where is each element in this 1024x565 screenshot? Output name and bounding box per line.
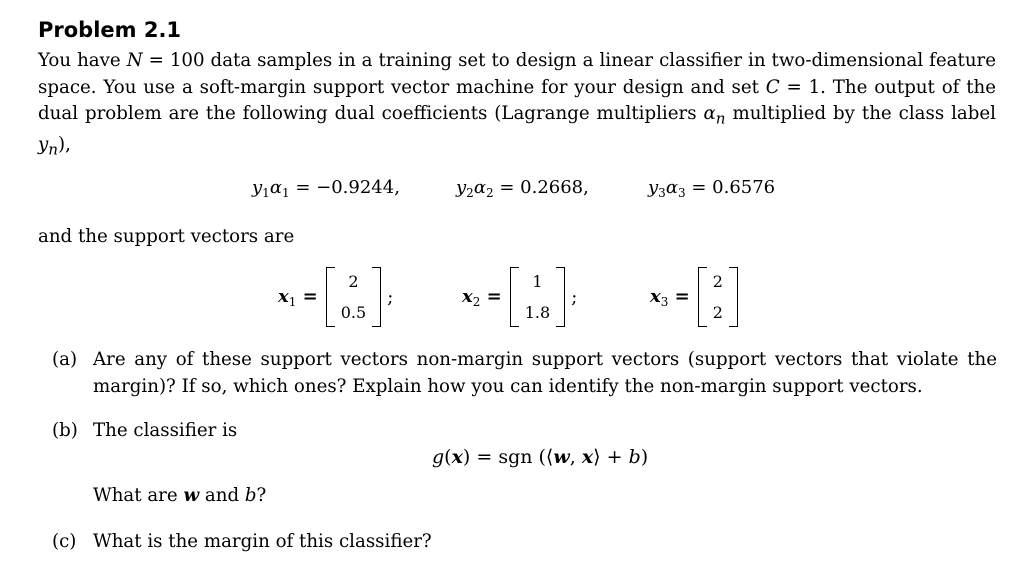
y-subscript: n (48, 140, 59, 159)
right-bracket-icon (372, 267, 381, 327)
left-bracket-icon (698, 267, 707, 327)
vector-x2: $x_2$ = 1 1.8 ; (462, 266, 577, 328)
left-bracket-icon (326, 267, 335, 327)
coefficient-2-value: 0.2668 (520, 177, 584, 198)
vector-x1-bottom: 0.5 (340, 303, 367, 322)
question-a (52, 347, 997, 397)
coefficient-1-value: −0.9244 (316, 177, 395, 198)
problem-intro (38, 48, 996, 163)
question-b-subquestion: What are w and b? (93, 485, 267, 506)
question-b (52, 418, 238, 445)
vector-x3-bottom: 2 (712, 303, 723, 322)
y-symbol: y (38, 134, 49, 156)
vector-x2-top: 1 (532, 272, 543, 291)
vector-x1: $x_1$ = 2 0.5 ; (278, 266, 393, 328)
intro-text-1: You have (38, 50, 127, 71)
question-c-text: What is the margin of this classifier? (93, 531, 432, 552)
question-c (52, 529, 432, 556)
left-bracket-icon (510, 267, 519, 327)
c-symbol: C (765, 76, 780, 98)
question-a-text: Are any of these support vectors non-margin support vectors (support vectors that violate the margin)? If so, which ones? Explain how you can identify the non-margin support vectors. (93, 349, 997, 397)
coefficient-2: $y_2\alpha_2 = 0.2668$, (456, 177, 589, 200)
problem-title: Problem 2.1 (38, 18, 182, 42)
vector-x2-label: $x_2$ = (462, 285, 502, 309)
right-bracket-icon (729, 267, 738, 327)
vector-x2-bottom: 1.8 (524, 303, 551, 322)
intro-text-3: = 1. The output of the dual problem are the following dual coefficients (Lagrange multipliers (38, 76, 996, 124)
coefficient-1: $y_1\alpha_1 = -0.9244$, (252, 177, 400, 200)
vector-x3-label: $x_3$ = (650, 285, 690, 309)
question-a-label: (a) (52, 349, 78, 370)
question-b-text: The classifier is (93, 420, 238, 441)
classifier-formula: g(x) = sgn (⟨w, x⟩ + b) (432, 446, 649, 468)
intro-text-5: ), (58, 134, 71, 156)
intro-text-4: multiplied by the class label (725, 103, 996, 124)
vector-x3 (650, 266, 744, 328)
alpha-symbol: α (703, 103, 716, 124)
vector-x3-top: 2 (712, 272, 723, 291)
right-bracket-icon (556, 267, 565, 327)
alpha-subscript: n (715, 109, 726, 128)
n-symbol: N (126, 50, 143, 71)
vector-x1-label: $x_1$ = (278, 285, 318, 309)
support-vectors-intro: and the support vectors are (38, 226, 295, 247)
question-b-label: (b) (52, 420, 78, 441)
vector-x1-top: 2 (348, 272, 359, 291)
question-c-label: (c) (52, 531, 77, 552)
coefficient-3: $y_3\alpha_3 = 0.6576$ (648, 177, 776, 200)
coefficient-3-value: 0.6576 (712, 177, 776, 198)
intro-text-2: = 100 data samples in a training set to design a linear classifier in two-dimensional feature space. You use a soft-margin support vector machine for your design and set (38, 50, 996, 98)
